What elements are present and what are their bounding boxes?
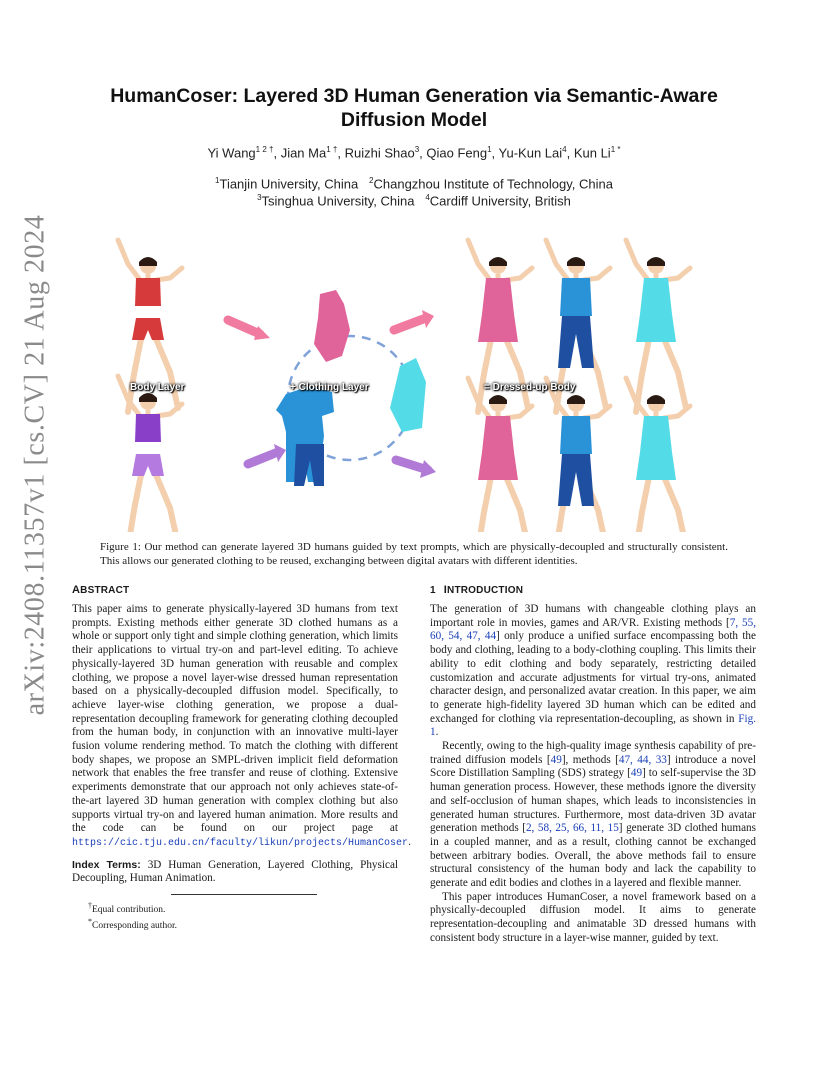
- right-column: [430, 584, 756, 946]
- paper-title: HumanCoser: Layered 3D Human Generation via Semantic-Aware Diffusion Model: [110, 85, 718, 131]
- figure-1-illustration: [100, 232, 728, 532]
- author: Kun Li: [573, 145, 611, 161]
- author: Qiao Feng: [426, 145, 488, 161]
- abstract-text: This paper aims to generate physically-layered 3D humans from text prompts. Existing methods either generate 3D clothed humans as a whole or support only tight and simple clothing generation, which limits their applications to virtual try-on and part-level editing. To achieve physically-layered 3D human generation with reusable and complex clothing, we propose a novel layer-wise dressed human representation based on a physically-decoupled diffusion model. Specifically, to achieve layer-wise clothing generation, we propose a dual-representation decoupling framework for generating clothing decoupled from the human body, in conjunction with an innovative multi-layer fusion volume rendering method. To match the clothing with different body shapes, we propose an SMPL-driven implicit field deformation network that enables the free transfer and reuse of clothing. Extensive experiments demonstrate that our approach not only achieves state-of-the-art layered 3D human generation with complex clothing but also supports virtual try-on and layered human animation. More results and the code can be found on our project page at https://cic.tju.edu.cn/faculty/likun/projects/HumanCoser.: [72, 603, 411, 849]
- abstract-heading: ABSTRACT: [72, 584, 130, 596]
- body-layer-purple-figure: [118, 376, 185, 532]
- dressed-cyan-figure-bottom: [626, 378, 690, 532]
- citation-link[interactable]: 49: [550, 753, 562, 766]
- dressed-cyan-figure-top: [626, 240, 690, 412]
- author-list: Yi Wang$^{1 2 \dagger}$, Jian $Ma^{1 \dagger}$, Ruizhi Shao$^3$, Qiao Feng$^1$, Yu-Kun Lai$^4$, Kun $Li^{1 *}$: [207, 145, 621, 161]
- footnote-corresponding-author: *Corresponding author.: [88, 917, 177, 932]
- citation-link[interactable]: 7, 55, 60, 54, 47, 44: [430, 616, 756, 643]
- citation-link[interactable]: 49: [630, 767, 643, 780]
- label-dressed-up-body: = Dressed-up Body: [484, 382, 576, 393]
- footnote-rule: [171, 894, 317, 895]
- figure-1-graphic: [100, 232, 728, 532]
- index-terms: Index Terms: 3D Human Generation, Layered Clothing, Physical Decoupling, Human Animation.: [72, 858, 399, 885]
- intro-paragraph-2: Recently, owing to the high-quality image synthesis capability of pre-trained diffusion models [49], methods [47, 44, 33] introduce a novel Score Distillation Sampling (SDS) strategy [49] to self-supervise the 3D human generation process. However, these methods ignore the diversity and self-occlusion of human shapes, which leads to inconsistencies in generated human structures. Furthermore, most data-driven 3D avatar generation methods [2, 58, 25, 66, 11, 15] generate 3D clothed humans in a coupled manner, and as a result, clothing cannot be exchanged between arbitrary bodies. Overall, the above methods fail to ensure structural consistency of the human body and lack the capability to generate and edit bodies and clothes in a layered and flexible manner.: [430, 740, 756, 890]
- intro-paragraph-1: The generation of 3D humans with changeable clothing plays an important role in movies, games and AR/VR. Existing methods [7, 55, 60, 54, 47, 44] only produce a unified surface encompassing both the body and clothing, leading to a body-clothing coupling. This limits their ability to edit clothing and body separately, restricting detailed customization and accurate adjustments for virtual try-ons, animated character design, and personalized avatar creation. In this paper, we aim to generate high-fidelity layered 3D human which can be edited and exchanged for clothing via representation-decoupling, as shown in Fig. 1.: [430, 603, 756, 739]
- cyan-dress-item: [390, 358, 426, 432]
- dressed-blue-figure-bottom: [546, 378, 610, 532]
- author: Jian Ma: [280, 145, 327, 161]
- left-column: [72, 584, 411, 886]
- arrow-purple-icon: [248, 452, 278, 464]
- intro-paragraph-3: This paper introduces HumanCoser, a novel framework based on a physically-decoupled diffusion model. It aims to generate representation-decoupling and animatable 3D dressed humans with consistent body structure in a layer-wise manner, guided by text.: [430, 890, 756, 944]
- dressed-pink-figure-bottom: [468, 378, 532, 532]
- footnotes: [88, 900, 177, 932]
- author: Ruizhi Shao: [344, 145, 415, 161]
- footnote-equal-contribution: †Equal contribution.: [88, 901, 166, 916]
- arrow-pink-icon: [228, 320, 260, 334]
- figure-1-caption: Figure 1: Our method can generate layered 3D humans guided by text prompts, which are physically-decoupled and structurally consistent. This allows our generated clothing to be reused, exchanging between digital avatars with different identities.: [100, 541, 728, 567]
- label-clothing-layer: + Clothing Layer: [290, 382, 369, 393]
- affiliations-line-1: $^1$Tianjin University, China $^2$Changzhou Institute of Technology, China: [215, 176, 613, 192]
- label-body-layer: Body Layer: [130, 382, 185, 393]
- affiliations-line-2: $^3$Tsinghua University, China $^4$Cardiff University, British: [257, 193, 571, 209]
- citation-link[interactable]: 47, 44, 33: [618, 753, 667, 766]
- author: Yu-Kun Lai: [498, 145, 563, 161]
- figure-reference-link[interactable]: Fig. 1: [430, 712, 756, 739]
- project-url-link[interactable]: https://cic.tju.edu.cn/faculty/likun/projects/HumanCoser: [72, 837, 409, 849]
- introduction-heading: 1 INTRODUCTION: [430, 584, 524, 596]
- author: Yi Wang: [207, 145, 256, 161]
- arxiv-identifier: arXiv:2408.11357v1 [cs.CV] 21 Aug 2024: [19, 214, 50, 716]
- pink-dress-item: [314, 290, 350, 362]
- citation-link[interactable]: 2, 58, 25, 66, 11, 15: [525, 822, 619, 835]
